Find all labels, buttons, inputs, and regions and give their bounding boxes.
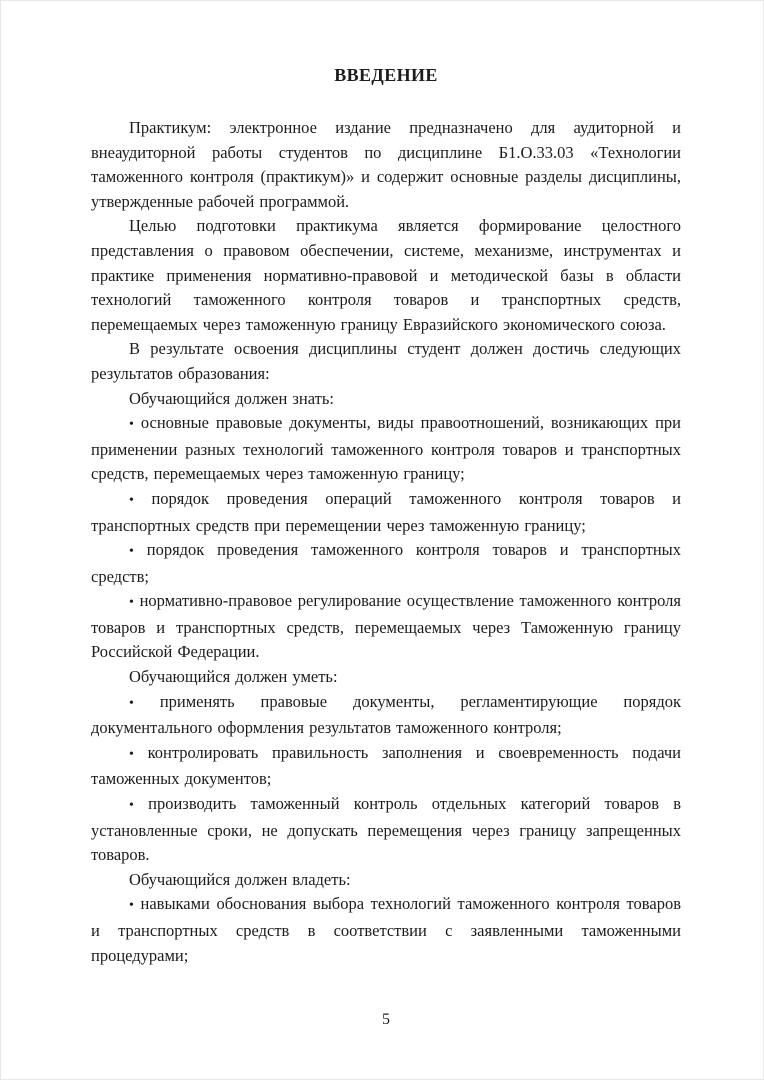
bullet-marker-icon: • — [129, 798, 134, 814]
bullet-text: производить таможенный контроль отдельных категорий товаров в установленные сроки, не допускать перемещения через границу запрещенных товаров. — [91, 794, 681, 865]
bullet-marker-icon: • — [129, 595, 134, 611]
bullet-item — [91, 741, 681, 792]
bullet-item — [91, 892, 681, 968]
bullet-marker-icon: • — [129, 492, 134, 508]
bullet-text: навыками обоснования выбора технологий таможенного контроля товаров и транспортных средств в соответствии с заявленными таможенными процедурами; — [91, 894, 681, 965]
paragraph: Практикум: электронное издание предназначено для аудиторной и внеаудиторной работы студентов по дисциплине Б1.О.33.03 «Технологии таможенного контроля (практикум)» и содержит основные разделы дисциплины, утвержденные рабочей программой. — [91, 118, 681, 211]
bullet-item — [91, 538, 681, 589]
bullet-text: применять правовые документы, регламентирующие порядок документального оформления результатов таможенного контроля; — [91, 691, 681, 738]
bullet-marker-icon: • — [129, 695, 134, 711]
paragraph: Целью подготовки практикума является формирование целостного представления о правовом обеспечении, системе, механизме, инструментах и практике применения нормативно-правовой и методической базы в области технологий таможенного контроля товаров и транспортных средств, перемещаемых через таможенную границу Евразийского экономического союза. — [91, 216, 681, 334]
document-body — [91, 116, 681, 968]
paragraph: В результате освоения дисциплины студент должен достичь следующих результатов образования: — [91, 339, 681, 383]
paragraph: Обучающийся должен уметь: — [129, 667, 338, 687]
paragraph: Обучающийся должен знать: — [129, 388, 334, 408]
page-number: 5 — [382, 1011, 390, 1028]
bullet-marker-icon: • — [129, 544, 134, 560]
bullet-item — [91, 690, 681, 741]
bullet-text: контролировать правильность заполнения и своевременность подачи таможенных документов; — [91, 742, 681, 789]
bullet-item — [91, 487, 681, 538]
bullet-item — [91, 589, 681, 665]
bullet-text: нормативно-правовое регулирование осуществление таможенного контроля товаров и транспортных средств, перемещаемых через Таможенную границу Российской Федерации. — [91, 591, 681, 662]
bullet-marker-icon: • — [129, 898, 134, 914]
bullet-text: порядок проведения операций таможенного контроля товаров и транспортных средств при перемещении через таможенную границу; — [91, 488, 681, 535]
bullet-item — [91, 792, 681, 868]
bullet-text: порядок проведения таможенного контроля товаров и транспортных средств; — [91, 540, 682, 586]
bullet-marker-icon: • — [129, 417, 134, 433]
bullet-text: основные правовые документы, виды правоотношений, возникающих при применении разных технологий таможенного контроля товаров и транспортных средств, перемещаемых через таможенную границу; — [91, 413, 682, 484]
bullet-marker-icon: • — [129, 746, 134, 762]
paragraph: Обучающийся должен владеть: — [129, 869, 351, 889]
page-title: ВВЕДЕНИЕ — [334, 65, 438, 85]
bullet-item — [91, 411, 681, 487]
